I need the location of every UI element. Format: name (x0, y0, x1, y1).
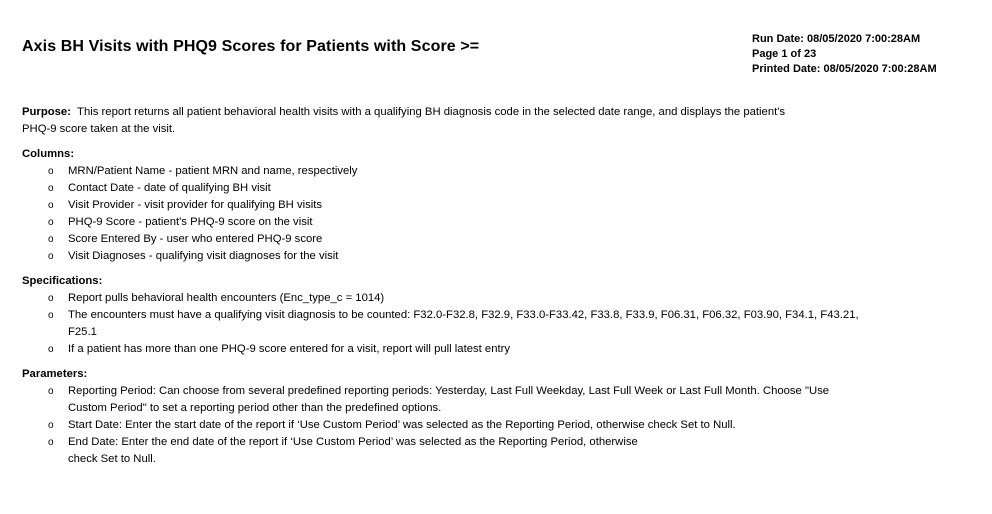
list-item-text: Start Date: Enter the start date of the report if ‘Use Custom Period’ was selected as the Reporting Period, otherwise check Set to Null. (68, 419, 736, 431)
bullet-icon: o (48, 166, 54, 177)
bullet-icon: o (48, 437, 54, 448)
columns-heading: Columns: (22, 148, 75, 160)
list-item (22, 417, 972, 434)
bullet-icon: o (48, 293, 54, 304)
bullet-icon: o (48, 217, 54, 228)
printed-date: Printed Date: 08/05/2020 7:00:28AM (752, 63, 937, 75)
list-item-text: Visit Diagnoses - qualifying visit diagnoses for the visit (68, 250, 339, 262)
list-item-text-continued: Custom Period" to set a reporting period other than the predefined options. (68, 402, 442, 414)
list-item-text: Report pulls behavioral health encounters (Enc_type_c = 1014) (68, 292, 385, 304)
list-item (22, 231, 972, 248)
list-item (22, 434, 972, 468)
list-item (22, 383, 972, 417)
list-item-text: The encounters must have a qualifying visit diagnosis to be counted: F32.0-F32.8, F32.9, F33.0-F33.42, F33.8, F33.9, F06.31, F06.32, F03.90, F34.1, F43.21, (68, 309, 859, 321)
list-item-text: Contact Date - date of qualifying BH visit (68, 182, 271, 194)
purpose-label: Purpose: (22, 106, 71, 118)
bullet-icon: o (48, 386, 54, 397)
parameters-section (22, 366, 972, 468)
report-title: Axis BH Visits with PHQ9 Scores for Patients with Score >= (22, 38, 480, 55)
list-item (22, 307, 972, 341)
purpose-text-line2: PHQ-9 score taken at the visit. (22, 123, 176, 135)
page-number: Page 1 of 23 (752, 48, 817, 60)
bullet-icon: o (48, 183, 54, 194)
list-item (22, 341, 972, 358)
specifications-heading: Specifications: (22, 275, 103, 287)
run-date: Run Date: 08/05/2020 7:00:28AM (752, 33, 921, 45)
specifications-section (22, 273, 972, 358)
purpose-text-line1: This report returns all patient behavioral health visits with a qualifying BH diagnosis code in the selected date range, and displays the patient's (77, 106, 786, 118)
list-item-text: End Date: Enter the end date of the report if ‘Use Custom Period’ was selected as the Reporting Period, otherwise (68, 436, 638, 448)
report-meta (752, 32, 937, 77)
list-item-text: If a patient has more than one PHQ-9 score entered for a visit, report will pull latest entry (68, 343, 511, 355)
list-item-text-continued: F25.1 (68, 326, 97, 338)
bullet-icon: o (48, 344, 54, 355)
list-item-text: Reporting Period: Can choose from several predefined reporting periods: Yesterday, Last Full Weekday, Last Full Week or Last Full Month. Choose "Use (68, 385, 830, 397)
bullet-icon: o (48, 200, 54, 211)
list-item (22, 180, 972, 197)
bullet-icon: o (48, 310, 54, 321)
report-description (22, 104, 972, 468)
list-item-text-continued: check Set to Null. (68, 453, 156, 465)
list-item (22, 290, 972, 307)
list-item-text: Score Entered By - user who entered PHQ-9 score (68, 233, 323, 245)
purpose-paragraph (22, 104, 972, 138)
list-item-text: Visit Provider - visit provider for qualifying BH visits (68, 199, 323, 211)
list-item (22, 197, 972, 214)
list-item (22, 248, 972, 265)
parameters-list (22, 383, 972, 468)
columns-section (22, 146, 972, 265)
parameters-heading: Parameters: (22, 368, 88, 380)
list-item (22, 163, 972, 180)
list-item (22, 214, 972, 231)
bullet-icon: o (48, 420, 54, 431)
list-item-text: PHQ-9 Score - patient's PHQ-9 score on the visit (68, 216, 313, 228)
list-item-text: MRN/Patient Name - patient MRN and name, respectively (68, 165, 358, 177)
columns-list (22, 163, 972, 265)
specifications-list (22, 290, 972, 358)
bullet-icon: o (48, 251, 54, 262)
bullet-icon: o (48, 234, 54, 245)
